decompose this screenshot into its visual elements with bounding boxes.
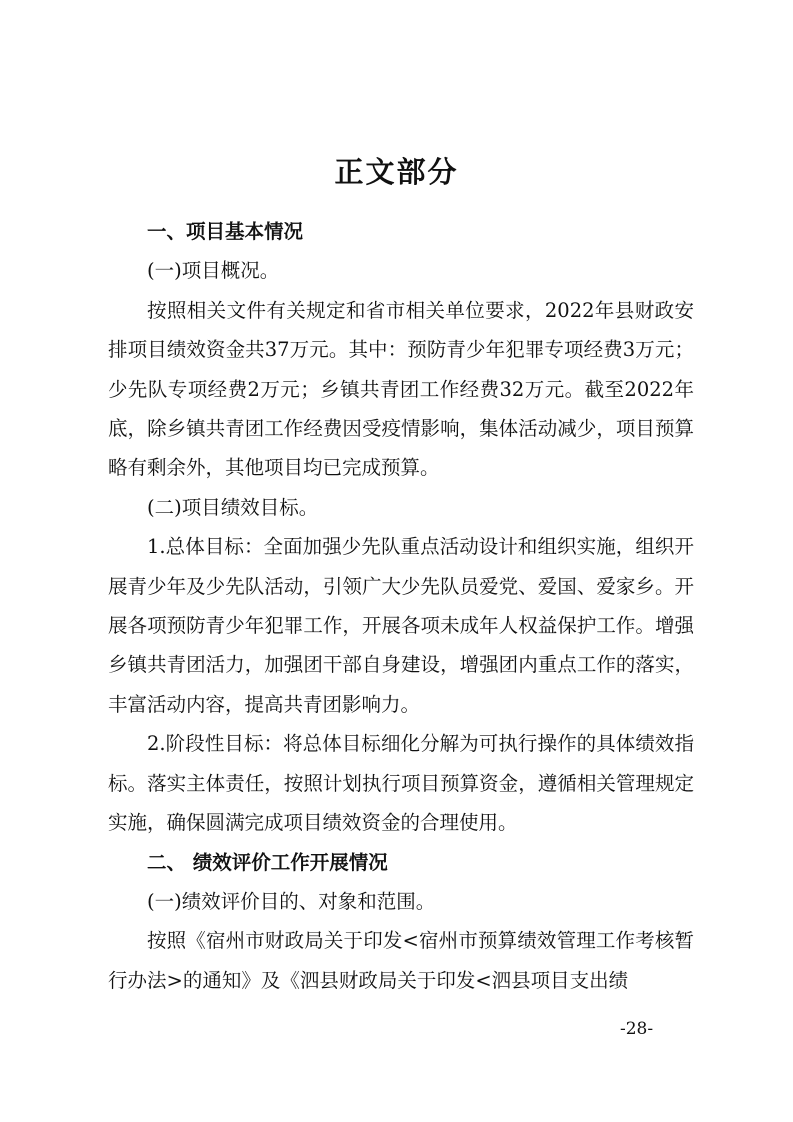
paragraph-project-overview: 按照相关文件有关规定和省市相关单位要求，2022年县财政安排项目绩效资金共37万元。其中：预防青少年犯罪专项经费3万元；少先队专项经费2万元；乡镇共青团工作经费32万元。截至2022年底，除乡镇共青团工作经费因受疫情影响，集体活动减少，项目预算略有剩余外，其他项目均已完成预算。 (108, 298, 694, 480)
paragraph-overall-goal: 1.总体目标：全面加强少先队重点活动设计和组织实施，组织开展青少年及少先队活动，引领广大少先队员爱党、爱国、爱家乡。开展各项预防青少年犯罪工作，开展各项未成年人权益保护工作。增强乡镇共青团活力，加强团干部自身建设，增强团内重点工作的落实，丰富活动内容，提高共青团影响力。 (108, 535, 694, 716)
section-heading-1: 一、项目基本情况 (147, 220, 304, 243)
paragraph-stage-goal: 2.阶段性目标：将总体目标细化分解为可执行操作的具体绩效指标。落实主体责任，按照计划执行项目预算资金，遵循相关管理规定实施，确保圆满完成项目绩效资金的合理使用。 (108, 732, 694, 835)
subsection-heading-2: (二)项目绩效目标。 (147, 495, 319, 519)
section-heading-2: 二、 绩效评价工作开展情况 (147, 850, 388, 874)
body-text (108, 212, 694, 1000)
paragraph-evaluation-basis: 按照《宿州市财政局关于印发<宿州市预算绩效管理工作考核暂行办法>的通知》及《泗县财政局关于印发<泗县项目支出绩 (108, 929, 694, 992)
subsection-heading-1: (一)项目概况。 (147, 259, 280, 283)
subsection-heading-3: (一)绩效评价目的、对象和范围。 (147, 889, 436, 913)
page-title: 正文部分 (334, 155, 459, 189)
page-number: -28- (620, 1019, 654, 1039)
